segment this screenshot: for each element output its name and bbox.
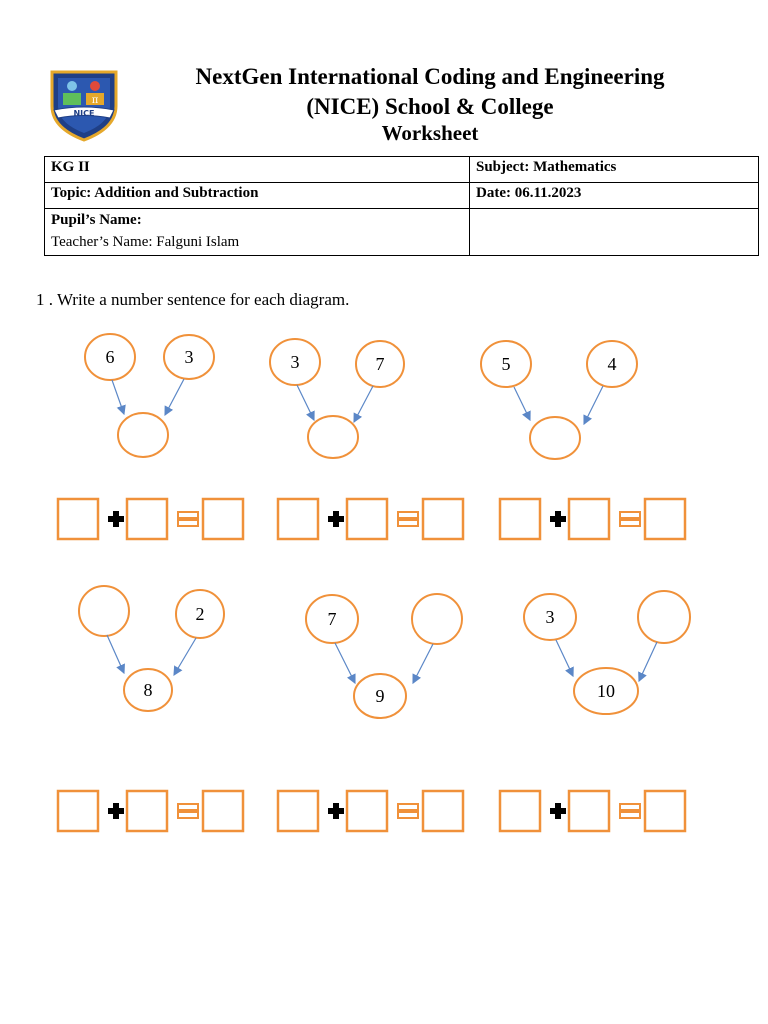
circle-number: 2 bbox=[195, 604, 205, 624]
bottom-circle-blank[interactable] bbox=[530, 417, 580, 459]
answer-box-sum[interactable] bbox=[203, 791, 243, 831]
school-name-line2: (NICE) School & College bbox=[306, 94, 554, 119]
answer-box-sum[interactable] bbox=[645, 791, 685, 831]
plus-icon bbox=[113, 803, 119, 819]
equals-icon bbox=[178, 520, 198, 526]
number-sentence bbox=[500, 791, 685, 831]
circle-number: 3 bbox=[184, 347, 194, 367]
equals-icon bbox=[398, 804, 418, 810]
arrow-line bbox=[354, 386, 373, 422]
arrow-line bbox=[112, 380, 124, 414]
number-bond-diagram bbox=[270, 339, 404, 458]
circle-number: 7 bbox=[327, 609, 337, 629]
svg-text:π: π bbox=[91, 95, 99, 106]
plus-icon bbox=[333, 803, 339, 819]
plus-icon bbox=[113, 511, 119, 527]
equals-icon bbox=[620, 520, 640, 526]
number-sentence bbox=[58, 791, 243, 831]
plus-icon bbox=[555, 511, 561, 527]
equals-icon bbox=[620, 812, 640, 818]
arrow-line bbox=[107, 635, 124, 673]
number-sentence bbox=[58, 499, 243, 539]
answer-box-addend-2[interactable] bbox=[347, 499, 387, 539]
number-sentence bbox=[278, 791, 463, 831]
answer-box-addend-2[interactable] bbox=[127, 499, 167, 539]
circle-number: 8 bbox=[143, 680, 153, 700]
worksheet-heading: Worksheet bbox=[381, 121, 479, 145]
equals-icon bbox=[178, 512, 198, 518]
equals-icon bbox=[398, 512, 418, 518]
number-bond-diagram bbox=[85, 334, 214, 457]
answer-box-addend-1[interactable] bbox=[278, 791, 318, 831]
circle-number: 9 bbox=[375, 686, 385, 706]
answer-box-addend-1[interactable] bbox=[278, 499, 318, 539]
arrow-line bbox=[297, 385, 314, 420]
equals-icon bbox=[178, 804, 198, 810]
circle-number: 4 bbox=[607, 354, 617, 374]
answer-box-addend-1[interactable] bbox=[58, 791, 98, 831]
answer-box-addend-2[interactable] bbox=[569, 499, 609, 539]
circle-number: 3 bbox=[290, 352, 300, 372]
circle-number: 3 bbox=[545, 607, 555, 627]
number-bond-diagram bbox=[524, 591, 690, 714]
arrow-line bbox=[335, 643, 355, 683]
number-bond-diagram bbox=[306, 594, 462, 718]
subject-cell: Subject: Mathematics bbox=[470, 157, 759, 183]
arrow-line bbox=[556, 640, 573, 676]
number-sentence bbox=[278, 499, 463, 539]
top-right-circle-blank[interactable] bbox=[638, 591, 690, 643]
answer-box-addend-1[interactable] bbox=[500, 499, 540, 539]
circle-number: 6 bbox=[105, 347, 115, 367]
arrow-line bbox=[514, 387, 530, 420]
number-bond-diagram bbox=[79, 586, 224, 711]
answer-box-sum[interactable] bbox=[423, 499, 463, 539]
teacher-name: Teacher’s Name: Falguni Islam bbox=[51, 234, 240, 250]
equals-icon bbox=[620, 512, 640, 518]
number-sentence bbox=[500, 499, 685, 539]
answer-box-sum[interactable] bbox=[423, 791, 463, 831]
equals-icon bbox=[178, 812, 198, 818]
equals-icon bbox=[620, 804, 640, 810]
equals-icon bbox=[398, 812, 418, 818]
school-name-line1: NextGen International Coding and Engineering bbox=[195, 64, 665, 89]
pupil-name-label: Pupil’s Name: bbox=[51, 212, 142, 228]
plus-icon bbox=[555, 803, 561, 819]
question-text: 1 . Write a number sentence for each diagram. bbox=[36, 290, 350, 309]
circle-number: 10 bbox=[597, 681, 615, 701]
answer-box-addend-1[interactable] bbox=[500, 791, 540, 831]
arrow-line bbox=[174, 638, 196, 675]
plus-icon bbox=[333, 511, 339, 527]
answer-box-addend-2[interactable] bbox=[127, 791, 167, 831]
top-left-circle-blank[interactable] bbox=[79, 586, 129, 636]
topic-cell: Topic: Addition and Subtraction bbox=[45, 183, 470, 209]
answer-box-sum[interactable] bbox=[203, 499, 243, 539]
arrow-line bbox=[584, 386, 603, 424]
arrow-line bbox=[639, 642, 657, 681]
top-right-circle-blank[interactable] bbox=[412, 594, 462, 644]
number-bond-diagram bbox=[481, 341, 637, 459]
answer-box-sum[interactable] bbox=[645, 499, 685, 539]
arrow-line bbox=[413, 644, 433, 683]
equals-icon bbox=[398, 520, 418, 526]
date-cell: Date: 06.11.2023 bbox=[470, 183, 759, 209]
circle-number: 5 bbox=[501, 354, 511, 374]
bottom-circle-blank[interactable] bbox=[118, 413, 168, 457]
answer-box-addend-2[interactable] bbox=[347, 791, 387, 831]
answer-box-addend-1[interactable] bbox=[58, 499, 98, 539]
answer-box-addend-2[interactable] bbox=[569, 791, 609, 831]
class-cell: KG II bbox=[45, 157, 470, 183]
svg-text:NICE: NICE bbox=[73, 109, 95, 118]
circle-number: 7 bbox=[375, 354, 385, 374]
bottom-circle-blank[interactable] bbox=[308, 416, 358, 458]
arrow-line bbox=[165, 379, 184, 415]
